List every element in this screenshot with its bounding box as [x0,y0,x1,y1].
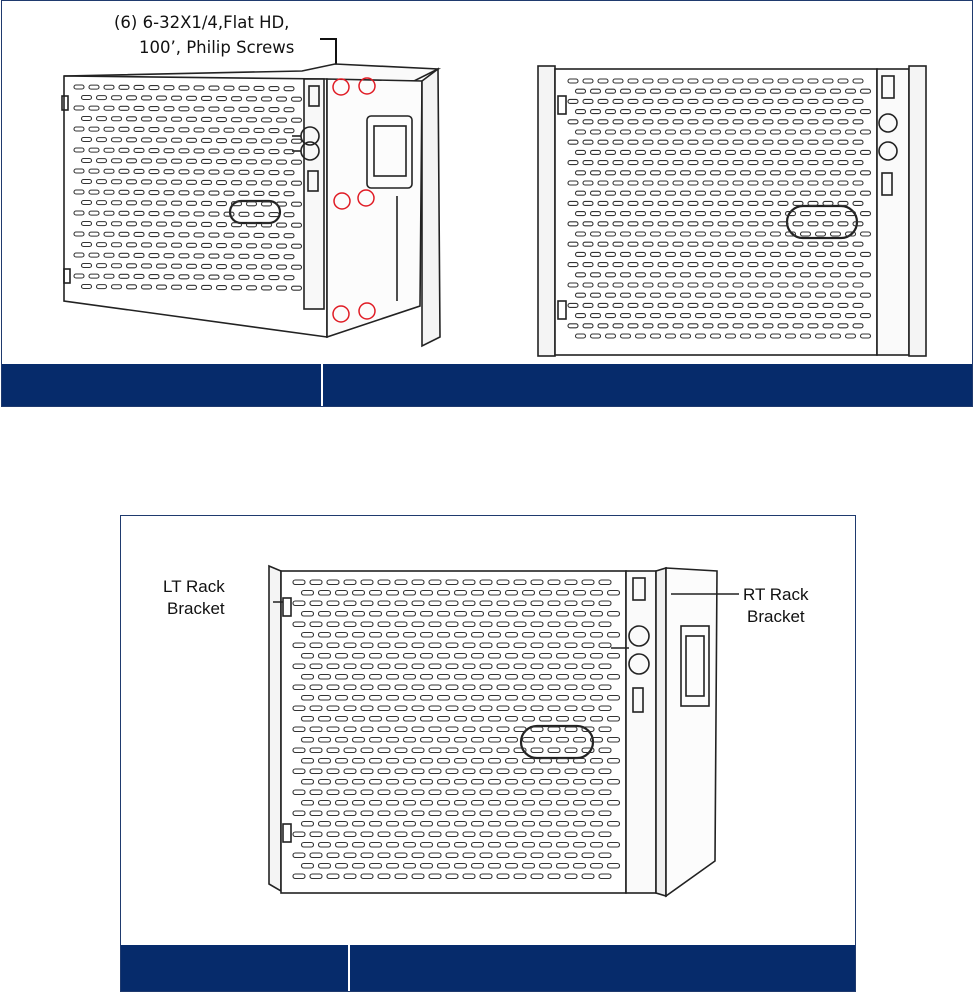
screw-callout-line-2: 100’, Philip Screws [139,38,295,57]
figure-1-frame [1,0,973,407]
figure-2-caption-bar [121,945,855,991]
rt-label-line-2: Bracket [747,607,805,626]
rt-label-line-1: RT Rack [743,585,809,604]
screw-callout-line-1: (6) 6-32X1/4,Flat HD, [114,13,290,32]
figure-1-caption-number [2,364,323,406]
figure-2-drawing [121,516,857,947]
figure-2-caption-title [350,945,855,991]
lt-label-line-1: LT Rack [163,577,225,596]
lt-label-line-2: Bracket [167,599,225,618]
figure-1-caption-title [323,364,972,406]
rt-rack-bracket-label [743,584,809,628]
figure-2-caption-number [121,945,350,991]
lt-rack-bracket-label [163,576,225,620]
figure-1-caption-bar [2,364,972,406]
figure-2-frame [120,515,856,992]
figure-1-drawing [2,1,974,366]
